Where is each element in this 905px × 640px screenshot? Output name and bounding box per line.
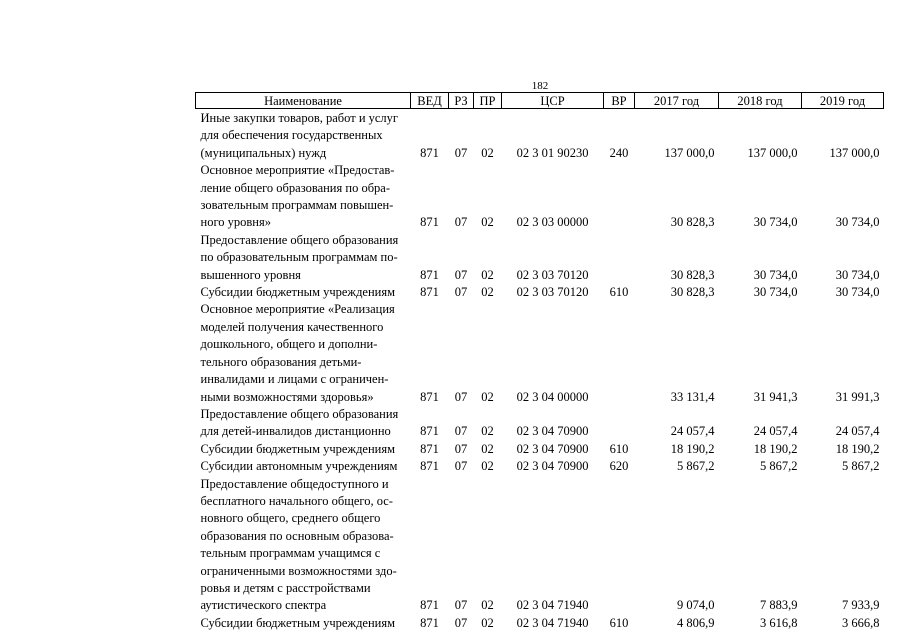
row-rz: 07 <box>454 145 468 160</box>
row-2018: 137 000,0 <box>747 145 798 160</box>
row-csr: 02 3 01 90230 <box>516 145 589 160</box>
row-name: Субсидии бюджетным учреждениям <box>200 615 396 630</box>
row-ved: 871 <box>420 459 439 474</box>
row-rz: 07 <box>454 267 468 282</box>
row-2019: 30 734,0 <box>835 267 880 282</box>
row-csr: 02 3 04 70900 <box>516 424 589 439</box>
table-header <box>196 93 884 109</box>
row-2019: 30 734,0 <box>835 285 880 300</box>
row-ved: 871 <box>420 424 439 439</box>
row-ved: 871 <box>420 267 439 282</box>
row-rz: 07 <box>454 215 468 230</box>
row-2017: 18 190,2 <box>670 441 715 456</box>
table-row <box>196 284 884 301</box>
row-csr: 02 3 03 70120 <box>516 285 589 300</box>
row-name: Предоставление общего образования для детей-инвалидов дистанционно <box>200 406 399 439</box>
row-2019: 7 933,9 <box>842 598 880 613</box>
table-body <box>196 109 884 633</box>
row-2018: 31 941,3 <box>753 389 798 404</box>
row-vr: 610 <box>609 285 629 300</box>
row-ved: 871 <box>420 215 439 230</box>
row-name: Субсидии бюджетным учреждениям <box>200 441 396 456</box>
budget-table <box>195 92 884 632</box>
row-name: Основное мероприятие «Предостав-ление общего образования по обра-зовательным программам повышен-ного уровня» <box>200 163 395 230</box>
row-2019: 30 734,0 <box>835 215 880 230</box>
row-2019: 5 867,2 <box>842 459 880 474</box>
header-2017: 2017 год <box>635 93 719 109</box>
table-row <box>196 232 884 284</box>
row-name: Основное мероприятие «Реализация моделей получения качественного дошкольного, общего и дополни-тельного образования детьми-инвалидами и лицами с ограничен-ными возможностями здоровья» <box>200 302 395 404</box>
row-2017: 9 074,0 <box>677 598 715 613</box>
header-ved: ВЕД <box>411 93 449 109</box>
row-ved: 871 <box>420 389 439 404</box>
row-2019: 31 991,3 <box>835 389 880 404</box>
row-rz: 07 <box>454 389 468 404</box>
header-2019: 2019 год <box>802 93 884 109</box>
table-row <box>196 109 884 163</box>
row-2018: 3 616,8 <box>760 615 798 630</box>
table-row <box>196 476 884 615</box>
row-2017: 30 828,3 <box>670 285 715 300</box>
row-pr: 02 <box>481 441 494 456</box>
page-number: 182 <box>531 80 549 92</box>
row-csr: 02 3 04 71940 <box>516 598 589 613</box>
row-2018: 5 867,2 <box>760 459 798 474</box>
header-rz: РЗ <box>449 93 474 109</box>
row-2017: 30 828,3 <box>670 215 715 230</box>
row-ved: 871 <box>420 285 439 300</box>
row-ved: 871 <box>420 615 439 630</box>
table-row <box>196 458 884 475</box>
row-vr: 620 <box>609 459 629 474</box>
row-csr: 02 3 04 70900 <box>516 459 589 474</box>
row-name: Субсидии автономным учреждениям <box>200 459 398 474</box>
row-2019: 137 000,0 <box>829 145 880 160</box>
header-row <box>196 93 884 109</box>
row-2019: 24 057,4 <box>835 424 880 439</box>
row-rz: 07 <box>454 285 468 300</box>
table-row <box>196 162 884 232</box>
row-ved: 871 <box>420 598 439 613</box>
row-csr: 02 3 03 00000 <box>516 215 589 230</box>
table-row <box>196 301 884 405</box>
row-rz: 07 <box>454 459 468 474</box>
row-pr: 02 <box>481 459 494 474</box>
row-vr <box>604 301 635 405</box>
table-row <box>196 441 884 458</box>
row-2017: 24 057,4 <box>670 424 715 439</box>
row-2019: 18 190,2 <box>835 441 880 456</box>
row-pr: 02 <box>481 267 494 282</box>
row-ved: 871 <box>420 441 439 456</box>
row-2018: 7 883,9 <box>760 598 798 613</box>
row-csr: 02 3 03 70120 <box>516 267 589 282</box>
row-2017: 4 806,9 <box>677 615 715 630</box>
row-csr: 02 3 04 70900 <box>516 441 589 456</box>
row-rz: 07 <box>454 424 468 439</box>
row-2018: 30 734,0 <box>753 285 798 300</box>
row-rz: 07 <box>454 615 468 630</box>
row-csr: 02 3 04 71940 <box>516 615 589 630</box>
row-pr: 02 <box>481 615 494 630</box>
row-pr: 02 <box>481 424 494 439</box>
row-name: Субсидии бюджетным учреждениям <box>200 285 396 300</box>
row-ved: 871 <box>420 145 439 160</box>
row-vr <box>604 476 635 615</box>
header-vr: ВР <box>604 93 635 109</box>
row-vr <box>604 162 635 232</box>
row-csr: 02 3 04 00000 <box>516 389 589 404</box>
row-pr: 02 <box>481 389 494 404</box>
row-2017: 30 828,3 <box>670 267 715 282</box>
table-row <box>196 615 884 632</box>
row-rz: 07 <box>454 441 468 456</box>
table-row <box>196 406 884 441</box>
row-vr: 610 <box>609 441 629 456</box>
row-pr: 02 <box>481 145 494 160</box>
row-name: Предоставление общего образования по образовательным программам по-вышенного уровня <box>200 232 399 282</box>
row-vr <box>604 232 635 284</box>
row-rz: 07 <box>454 598 468 613</box>
row-pr: 02 <box>481 215 494 230</box>
row-2018: 18 190,2 <box>753 441 798 456</box>
header-pr: ПР <box>474 93 502 109</box>
row-name: Иные закупки товаров, работ и услуг для обеспечения государственных (муниципальных) нужд <box>200 111 399 160</box>
row-2017: 5 867,2 <box>677 459 715 474</box>
row-name: Предоставление общедоступного и бесплатного начального общего, ос-новного общего, среднего общего образования по основным образова-тельным программам учащимся с ограниченными возможностями здо-ровья и детям с расстройствами аутистического спектра <box>200 476 397 613</box>
row-2017: 33 131,4 <box>670 389 715 404</box>
row-2019: 3 666,8 <box>842 615 880 630</box>
header-2018: 2018 год <box>719 93 802 109</box>
row-pr: 02 <box>481 598 494 613</box>
header-csr: ЦСР <box>502 93 604 109</box>
row-vr: 610 <box>609 615 629 630</box>
row-2018: 30 734,0 <box>753 215 798 230</box>
row-vr: 240 <box>609 145 629 160</box>
row-vr <box>604 406 635 441</box>
row-2018: 24 057,4 <box>753 424 798 439</box>
header-name: Наименование <box>196 93 411 109</box>
row-pr: 02 <box>481 285 494 300</box>
row-2018: 30 734,0 <box>753 267 798 282</box>
row-2017: 137 000,0 <box>664 145 715 160</box>
